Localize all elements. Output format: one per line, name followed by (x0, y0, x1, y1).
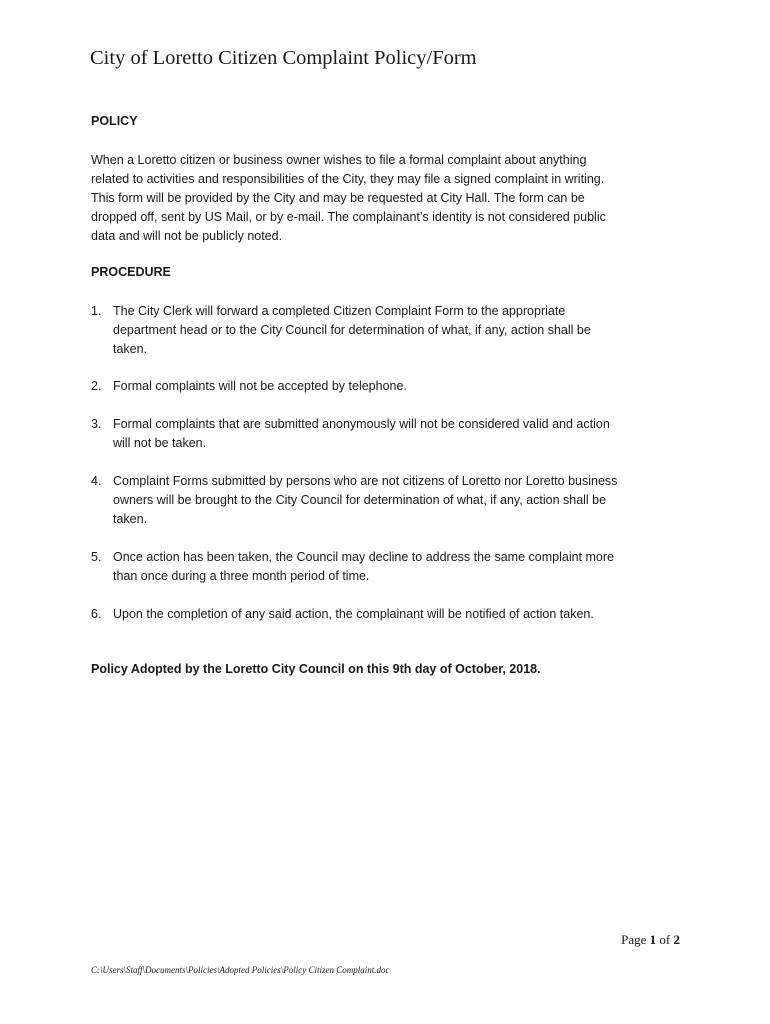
procedure-item-text (113, 377, 693, 396)
file-path: C:\Users\Staff\Documents\Policies\Adopted Policies\Policy Citizen Complaint.doc (91, 965, 390, 975)
procedure-item-number: 1. (91, 304, 102, 318)
procedure-line: taken. (113, 342, 148, 356)
procedure-line: Formal complaints that are submitted anonymously will not be considered valid and action (113, 417, 610, 431)
procedure-item-text (113, 415, 693, 453)
policy-paragraph (91, 151, 681, 246)
policy-line: data and will not be publicly noted. (91, 229, 283, 243)
procedure-line: Upon the completion of any said action, the complainant will be notified of action taken. (113, 607, 594, 621)
procedure-item-number: 3. (91, 417, 102, 431)
page-number (621, 932, 680, 948)
page-total: 2 (673, 932, 680, 947)
procedure-line: will not be taken. (113, 436, 207, 450)
procedure-item-number: 6. (91, 607, 102, 621)
procedure-item-text (113, 472, 693, 529)
procedure-line: The City Clerk will forward a completed Citizen Complaint Form to the appropriate (113, 304, 566, 318)
policy-line: dropped off, sent by US Mail, or by e-mail. The complainant’s identity is not considered public (91, 210, 606, 224)
procedure-line: department head or to the City Council for determination of what, if any, action shall be (113, 323, 591, 337)
procedure-line: owners will be brought to the City Council for determination of what, if any, action shall be (113, 493, 607, 507)
procedure-line: Complaint Forms submitted by persons who are not citizens of Loretto nor Loretto business (113, 474, 618, 488)
policy-heading: POLICY (91, 114, 138, 128)
procedure-item-text (113, 548, 693, 586)
document-title: City of Loretto Citizen Complaint Policy/Form (90, 47, 477, 69)
adoption-statement: Policy Adopted by the Loretto City Council on this 9th day of October, 2018. (91, 662, 541, 676)
procedure-line: than once during a three month period of time. (113, 569, 370, 583)
policy-line: related to activities and responsibilities of the City, they may file a signed complaint in writing. (91, 172, 605, 186)
procedure-item-number: 2. (91, 379, 102, 393)
policy-line: This form will be provided by the City and may be requested at City Hall. The form can be (91, 191, 585, 205)
page-word: Page (621, 932, 647, 947)
policy-line: When a Loretto citizen or business owner wishes to file a formal complaint about anything (91, 153, 587, 167)
procedure-heading: PROCEDURE (91, 265, 171, 279)
page-current: 1 (649, 932, 657, 947)
procedure-item-number: 5. (91, 550, 102, 564)
procedure-line: Once action has been taken, the Council may decline to address the same complaint more (113, 550, 614, 564)
procedure-item-text (113, 302, 693, 359)
procedure-line: Formal complaints will not be accepted by telephone. (113, 379, 407, 393)
procedure-line: taken. (113, 512, 148, 526)
page-of: of (659, 932, 671, 947)
procedure-item-number: 4. (91, 474, 102, 488)
procedure-item-text (113, 605, 693, 624)
